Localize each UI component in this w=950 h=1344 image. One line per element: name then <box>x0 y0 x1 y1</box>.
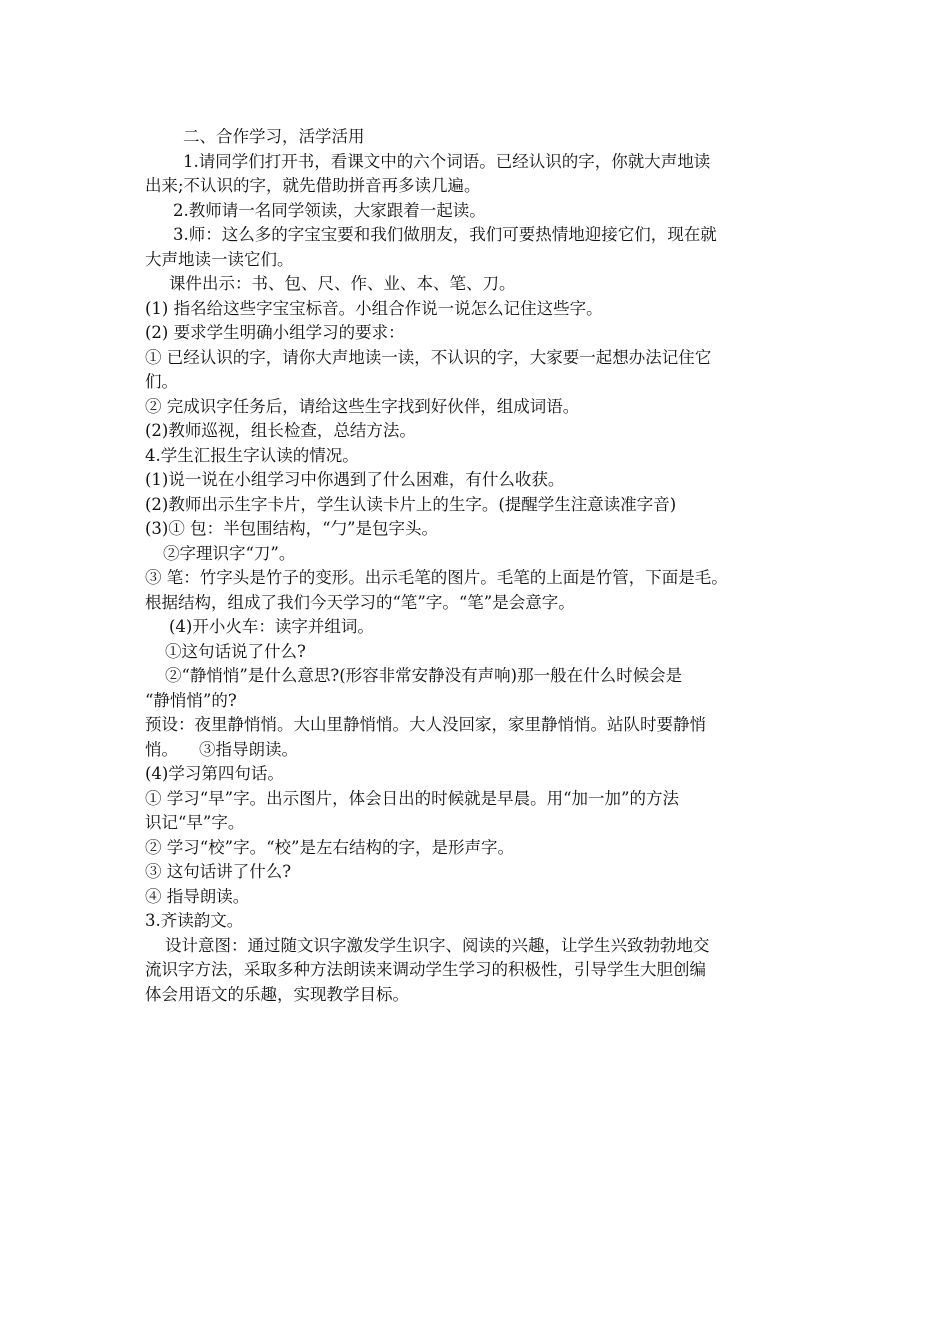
text-line: 识记“早”字。 <box>145 813 245 832</box>
text-line: ① 学习“早”字。出示图片，体会日出的时候就是早晨。用“加一加”的方法 <box>145 788 679 808</box>
text-line: 们。 <box>145 372 178 391</box>
text-line: 2.教师请一名同学领读，大家跟着一起读。 <box>173 200 486 220</box>
text-line: ② 学习“校”字。“校”是左右结构的字，是形声字。 <box>145 837 514 857</box>
text-line: 1.请同学们打开书，看课文中的六个词语。已经认识的字，你就大声地读 <box>183 151 711 171</box>
text-line: 设计意图：通过随文识字激发学生识字、阅读的兴趣，让学生兴致勃勃地交 <box>165 935 710 955</box>
text-line: 流识字方法，采取多种方法朗读来调动学生学习的积极性，引导学生大胆创编 <box>145 960 706 979</box>
text-line: 预设：夜里静悄悄。大山里静悄悄。大人没回家，家里静悄悄。站队时要静悄 <box>145 715 706 734</box>
text-line: (2) 要求学生明确小组学习的要求： <box>145 323 405 342</box>
text-line: ②字理识字“刀”。 <box>163 543 296 563</box>
text-line: ①这句话说了什么? <box>165 641 306 661</box>
document-body <box>145 125 815 1007</box>
text-line: (1) 指名给这些字宝宝标音。小组合作说一说怎么记住这些字。 <box>145 298 603 318</box>
text-line: (4)学习第四句话。 <box>145 764 284 783</box>
text-line: 出来;不认识的字，就先借助拼音再多读几遍。 <box>145 176 481 195</box>
text-line: (4)开小火车：读字并组词。 <box>169 617 374 636</box>
text-line: 悄。 ③指导朗读。 <box>145 739 298 759</box>
text-line: ① 已经认识的字，请你大声地读一读，不认识的字，大家要一起想办法记住它 <box>145 347 712 367</box>
text-line: ④ 指导朗读。 <box>145 886 250 906</box>
text-line: (2)教师出示生字卡片，学生认读卡片上的生字。(提醒学生注意读准字音) <box>145 494 677 514</box>
text-line: 4.学生汇报生字认读的情况。 <box>145 445 359 465</box>
text-line: 3.齐读韵文。 <box>145 911 244 930</box>
text-line: 课件出示：书、包、尺、作、业、本、笔、刀。 <box>169 274 516 293</box>
text-line: ③ 这句话讲了什么? <box>145 862 292 881</box>
text-line: 3.师：这么多的字宝宝要和我们做朋友，我们可要热情地迎接它们，现在就 <box>173 225 717 244</box>
text-line: “静悄悄”的? <box>145 690 237 710</box>
text-line: (2)教师巡视，组长检查，总结方法。 <box>145 421 416 440</box>
text-line: 体会用语文的乐趣，实现教学目标。 <box>145 984 409 1004</box>
text-line: (1)说一说在小组学习中你遇到了什么困难，有什么收获。 <box>145 470 565 489</box>
text-line: 根据结构，组成了我们今天学习的“笔”字。“笔”是会意字。 <box>145 592 575 612</box>
text-line: (3)① 包：半包围结构，“勹”是包字头。 <box>145 519 438 538</box>
text-line: ②“静悄悄”是什么意思?(形容非常安静没有声响)那一般在什么时候会是 <box>165 666 683 685</box>
section-heading: 二、合作学习，活学活用 <box>183 127 365 146</box>
text-line: ③ 笔：竹字头是竹子的变形。出示毛笔的图片。毛笔的上面是竹管，下面是毛。 <box>145 568 728 587</box>
text-line: 大声地读一读它们。 <box>145 249 294 269</box>
text-line: ② 完成识字任务后，请给这些生字找到好伙伴，组成词语。 <box>145 396 580 416</box>
